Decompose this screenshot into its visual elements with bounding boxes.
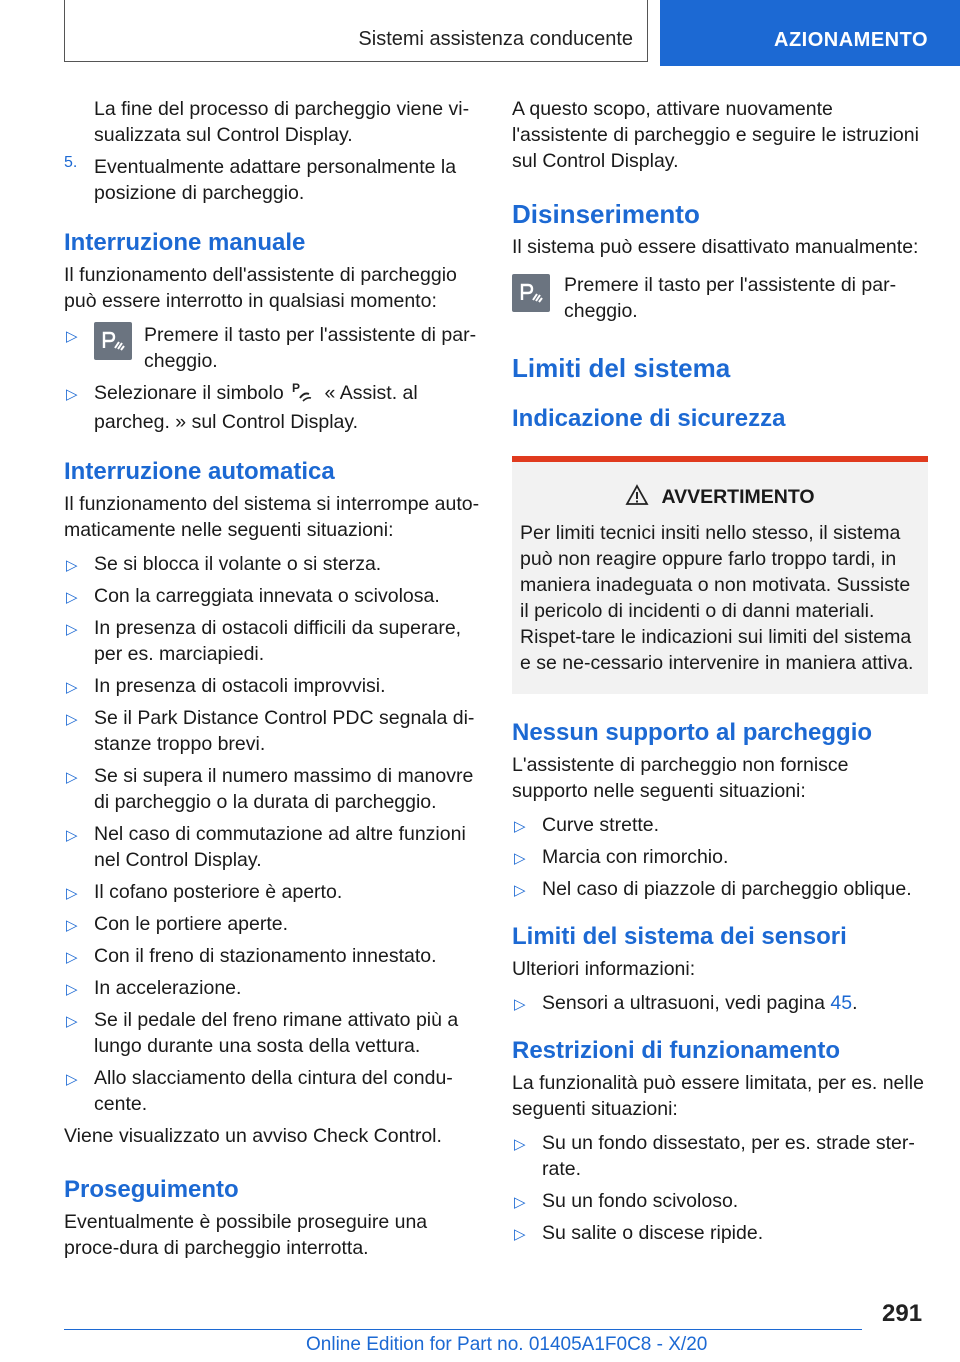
list-item xyxy=(64,975,484,1001)
list-item-text: In presenza di ostacoli improvvisi. xyxy=(94,675,386,697)
triangle-bullet-icon: ▷ xyxy=(66,328,78,345)
list-item xyxy=(64,583,484,609)
step-number: 5. xyxy=(64,154,78,171)
parking-assist-button-icon xyxy=(94,322,132,360)
sensors-text: Ulteriori informazioni: xyxy=(512,958,696,980)
list-item-text: In accelerazione. xyxy=(94,977,242,999)
triangle-bullet-icon: ▷ xyxy=(514,1226,526,1243)
list-item xyxy=(64,879,484,905)
list-item xyxy=(64,673,484,699)
list-item-text: Con la carreggiata innevata o scivolosa. xyxy=(94,585,440,607)
disable-item xyxy=(512,272,928,324)
list-item-text: Se si blocca il volante o si sterza. xyxy=(94,553,382,575)
triangle-bullet-icon: ▷ xyxy=(66,1071,78,1088)
heading-disable: Disinserimento xyxy=(512,199,700,229)
footer-divider xyxy=(64,1329,862,1330)
warning-header xyxy=(520,484,920,512)
intro-continuation: La fine del processo di parcheggio viene vi-sualizzata sul Control Display. xyxy=(94,98,470,146)
right-column xyxy=(512,96,928,1252)
triangle-bullet-icon: ▷ xyxy=(66,949,78,966)
triangle-bullet-icon: ▷ xyxy=(66,589,78,606)
triangle-bullet-icon: ▷ xyxy=(514,850,526,867)
sensors-list xyxy=(512,990,928,1016)
manual-list xyxy=(64,322,484,435)
warning-text: Per limiti tecnici insiti nello stesso, il sistema può non reagire oppure farlo troppo tardi, in maniera inadeguata o non motivata. Sussiste il pericolo di incidenti o di danni materiali. Rispet-tare le indicazioni sui limiti del sistema e se ne-cessario intervenire in maniera attiva. xyxy=(520,522,914,674)
list-item-text: Sensori a ultrasuoni, vedi pagina xyxy=(542,992,825,1014)
list-item xyxy=(64,821,484,873)
heading-manual-interrupt: Interruzione manuale xyxy=(64,229,306,256)
list-item xyxy=(512,844,928,870)
triangle-bullet-icon: ▷ xyxy=(514,1136,526,1153)
list-item xyxy=(64,322,484,374)
heading-continue: Proseguimento xyxy=(64,1176,239,1203)
triangle-bullet-icon: ▷ xyxy=(66,981,78,998)
disable-item-text: Premere il tasto per l'assistente di par-cheggio. xyxy=(564,274,897,322)
list-item-text: Curve strette. xyxy=(542,814,660,836)
manual-item-text-2: « Assist. al parcheg. » sul Control Display. xyxy=(94,382,418,433)
triangle-bullet-icon: ▷ xyxy=(514,996,526,1013)
warning-box xyxy=(512,456,928,694)
heading-sensor-limits: Limiti del sistema dei sensori xyxy=(512,923,847,950)
triangle-bullet-icon: ▷ xyxy=(66,386,78,403)
list-item-text: Su salite o discese ripide. xyxy=(542,1222,764,1244)
footer-edition: Online Edition for Part no. 01405A1F0C8 - X/20 xyxy=(306,1334,708,1355)
list-item xyxy=(64,380,484,435)
list-item xyxy=(64,943,484,969)
triangle-bullet-icon: ▷ xyxy=(66,885,78,902)
list-item xyxy=(512,1188,928,1214)
heading-restrictions: Restrizioni di funzionamento xyxy=(512,1037,840,1064)
triangle-bullet-icon: ▷ xyxy=(66,711,78,728)
triangle-bullet-icon: ▷ xyxy=(514,882,526,899)
page-link[interactable]: 45 xyxy=(830,992,853,1014)
manual-item-text: Selezionare il simbolo xyxy=(94,382,284,404)
list-item xyxy=(64,911,484,937)
auto-list xyxy=(64,551,484,1117)
auto-after-text: Viene visualizzato un avviso Check Control. xyxy=(64,1125,442,1147)
heading-safety: Indicazione di sicurezza xyxy=(512,405,786,432)
continue-continuation: A questo scopo, attivare nuovamente l'assistente di parcheggio e seguire le istruzioni sul Control Display. xyxy=(512,98,919,172)
list-item xyxy=(512,1220,928,1246)
continue-text: Eventualmente è possibile proseguire una proce-dura di parcheggio interrotta. xyxy=(64,1211,428,1259)
auto-text: Il funzionamento del sistema si interrompe auto-maticamente nelle seguenti situazioni: xyxy=(64,493,480,541)
left-column xyxy=(64,96,484,1261)
list-item-text: Su un fondo scivoloso. xyxy=(542,1190,739,1212)
section-title: Sistemi assistenza conducente xyxy=(358,28,633,50)
list-item xyxy=(64,705,484,757)
parking-assist-button-icon xyxy=(512,274,550,312)
triangle-bullet-icon: ▷ xyxy=(66,557,78,574)
step-5-text: Eventualmente adattare personalmente la posizione di parcheggio. xyxy=(94,156,457,204)
restrict-text: La funzionalità può essere limitata, per es. nelle seguenti situazioni: xyxy=(512,1072,924,1120)
list-item-text: Nel caso di piazzole di parcheggio oblique. xyxy=(542,878,912,900)
triangle-bullet-icon: ▷ xyxy=(514,1194,526,1211)
list-item-end: . xyxy=(852,992,858,1014)
heading-no-support: Nessun supporto al parcheggio xyxy=(512,719,873,746)
no-support-text: L'assistente di parcheggio non fornisce supporto nelle seguenti situazioni: xyxy=(512,754,849,802)
disable-text: Il sistema può essere disattivato manualmente: xyxy=(512,236,919,258)
heading-system-limits: Limiti del sistema xyxy=(512,353,731,383)
list-item xyxy=(64,1007,484,1059)
warning-title: AVVERTIMENTO xyxy=(661,486,815,508)
manual-text: Il funzionamento dell'assistente di parcheggio può essere interrotto in qualsiasi momento: xyxy=(64,264,457,312)
list-item-text: Nel caso di commutazione ad altre funzioni nel Control Display. xyxy=(94,823,466,871)
list-item-text: Con le portiere aperte. xyxy=(94,913,289,935)
step-5 xyxy=(64,154,484,206)
page-number: 291 xyxy=(882,1300,923,1327)
chapter-title: AZIONAMENTO xyxy=(774,29,929,51)
chapter-tab xyxy=(660,0,960,66)
restrict-list xyxy=(512,1130,928,1246)
triangle-bullet-icon: ▷ xyxy=(66,827,78,844)
triangle-bullet-icon: ▷ xyxy=(514,818,526,835)
section-tab xyxy=(64,0,648,62)
manual-item-text: Premere il tasto per l'assistente di par-cheggio. xyxy=(144,324,477,372)
page-header xyxy=(0,0,960,66)
list-item-text: Il cofano posteriore è aperto. xyxy=(94,881,343,903)
list-item xyxy=(64,1065,484,1117)
triangle-bullet-icon: ▷ xyxy=(66,621,78,638)
list-item xyxy=(512,1130,928,1182)
triangle-bullet-icon: ▷ xyxy=(66,1013,78,1030)
list-item xyxy=(64,551,484,577)
parking-symbol-icon xyxy=(289,380,319,409)
no-support-list xyxy=(512,812,928,902)
list-item-text: Se il pedale del freno rimane attivato più a lungo durante una sosta della vettura. xyxy=(94,1009,459,1057)
list-item xyxy=(64,615,484,667)
svg-text:P: P xyxy=(292,381,301,395)
list-item-text: Su un fondo dissestato, per es. strade ster-rate. xyxy=(542,1132,915,1180)
list-item xyxy=(512,876,928,902)
list-item-text: Allo slacciamento della cintura del condu-cente. xyxy=(94,1067,453,1115)
list-item-text: Marcia con rimorchio. xyxy=(542,846,729,868)
list-item-text: Se si supera il numero massimo di manovre di parcheggio o la durata di parcheggio. xyxy=(94,765,474,813)
list-item-text: Con il freno di stazionamento innestato. xyxy=(94,945,437,967)
list-item xyxy=(64,763,484,815)
list-item xyxy=(512,990,928,1016)
list-item-text: In presenza di ostacoli difficili da superare, per es. marciapiedi. xyxy=(94,617,462,665)
heading-auto-interrupt: Interruzione automatica xyxy=(64,458,335,485)
warning-triangle-icon xyxy=(625,484,649,512)
triangle-bullet-icon: ▷ xyxy=(66,917,78,934)
list-item xyxy=(512,812,928,838)
triangle-bullet-icon: ▷ xyxy=(66,769,78,786)
list-item-text: Se il Park Distance Control PDC segnala di-stanze troppo brevi. xyxy=(94,707,475,755)
triangle-bullet-icon: ▷ xyxy=(66,679,78,696)
